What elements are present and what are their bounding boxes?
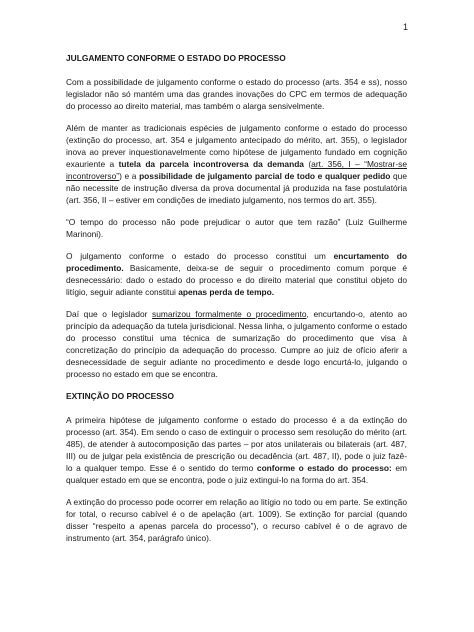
text-run: A extinção do processo pode ocorrer em relação ao litígio no todo ou em parte. Se extinção for total, o recurso cabível é o de apelação (art. 1009). Se extinção for parcial (quando disser “respeito a apenas parcela do processo”), o recurso cabível é o de agravo de instrumento (art. 354, parágrafo único). xyxy=(66,497,407,543)
text-run: , encurtando-o, atento ao princípio da adequação da tutela jurisdicional. Nessa linha, o julgamento conforme o estado do processo constitui uma técnica de sumarização do procedimento que visa à concretização do princípio da adequação do processo. Cumpre ao juiz de ofício aferir a desnecessidade de seguir adiante no procedimento e desde logo encurtá-lo, julgando o processo no estado em que se encontra. xyxy=(66,309,407,379)
page-number: 1 xyxy=(402,22,408,32)
paragraph xyxy=(66,250,407,298)
text-run: A primeira hipótese de julgamento conforme o estado do processo é a da extinção do processo (art. 354). Em sendo o caso de extinguir o processo sem resolução do mérito (art. 485), de atender à autocomposição das partes – por atos unilaterais ou bilaterais (art. 487, III) ou de julgar pela existência de prescrição ou decadência (art. 487, II), pode o juiz fazê-lo a qualquer tempo. Esse é o sentido do termo xyxy=(66,415,407,473)
bold-text: tutela da parcela incontroversa da demanda xyxy=(118,159,304,169)
document-body xyxy=(66,52,407,554)
text-run: “O tempo do processo não pode prejudicar o autor que tem razão” (Luiz Guilherme Marinoni). xyxy=(66,217,407,239)
paragraph xyxy=(66,414,407,486)
paragraph xyxy=(66,76,407,112)
underlined-text: sumarizou formalmente o procedimento xyxy=(152,309,307,319)
text-run: Basicamente, deixa-se de seguir o procedimento comum porque é desnecessário: dado o estado do processo e do direito material que constitui objeto do litígio, seguir adiante constitui xyxy=(66,263,407,297)
underlined-text: art. 356, I – “Mostrar-se incontroverso” xyxy=(66,159,407,181)
bold-text: encurtamento do procedimento. xyxy=(66,251,408,273)
text-run: Com a possibilidade de julgamento conforme o estado do processo (arts. 354 e ss), nosso legislador não só mantém uma das grandes inovações do CPC em termos de adequação do processo ao direito material, mas também o alarga sensivelmente. xyxy=(66,77,407,111)
text-run: ( xyxy=(303,159,312,169)
text-run: O julgamento conforme o estado do processo constitui um xyxy=(66,251,334,261)
text-run: que não necessite de instrução diversa da prova documental já produzida na fase postulatória (art. 356, II – estiver em condições de imediato julgamento, nos termos do art. 355). xyxy=(66,171,407,205)
text-run: ) e a xyxy=(119,171,140,181)
bold-text: apenas perda de tempo. xyxy=(178,287,275,297)
paragraph xyxy=(66,122,407,206)
bold-text: conforme o estado do processo: xyxy=(256,463,392,473)
text-run: Daí que o legislador xyxy=(66,309,153,319)
section-heading: JULGAMENTO CONFORME O ESTADO DO PROCESSO xyxy=(66,53,286,63)
paragraph xyxy=(66,496,407,544)
bold-text: possibilidade de julgamento parcial de todo e qualquer pedido xyxy=(139,171,391,181)
section-heading: EXTINÇÃO DO PROCESSO xyxy=(66,391,174,401)
paragraph xyxy=(66,308,407,380)
text-run: em qualquer estado em que se encontra, pode o juiz extingui-lo na forma do art. 354. xyxy=(66,463,408,485)
text-run: Além de manter as tradicionais espécies de julgamento conforme o estado do processo (extinção do processo, art. 354 e julgamento antecipado do mérito, art. 355), o legislador inova ao prever inquestionavelmente como hipótese de julgamento fundado em cognição exauriente a xyxy=(66,123,407,169)
quote-paragraph xyxy=(66,216,407,240)
